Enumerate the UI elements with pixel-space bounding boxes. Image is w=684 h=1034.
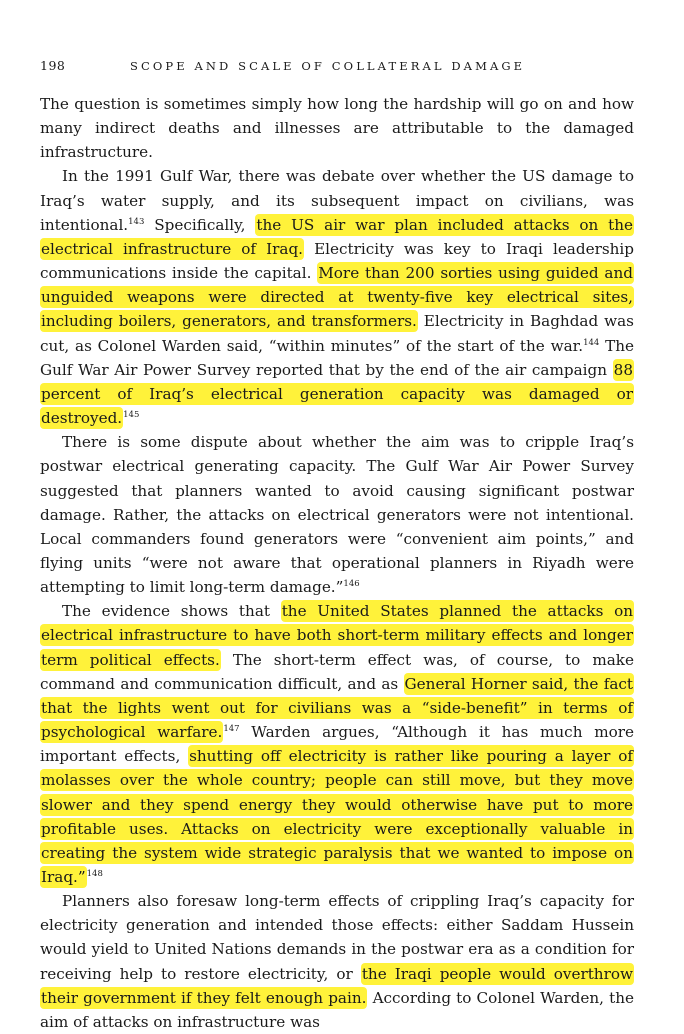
text-run: The short-term effect was, of course, to make command and communication difficult, and as [40,650,634,693]
paragraph [40,599,634,889]
footnote-marker: 146 [343,579,360,590]
book-page [40,58,634,1034]
text-run: The evidence shows that [62,602,281,621]
text-run: Warden argues, “Although it has much more important effects, [40,723,634,766]
text-run: In the 1991 Gulf War, there was debate over whether the US damage to Iraq’s water supply, and its subsequent impact on civilians, was intentional. [40,167,634,234]
text-run: There is some dispute about whether the aim was to cripple Iraq’s postwar electrical generating capacity. The Gulf War Air Power Survey suggested that planners wanted to avoid causing significant postwar damage. Rather, the attacks on electrical generators were not intentional. Local commanders found generators were “convenient aim points,” and flying units “were not aware that operational planners in Riyadh were attempting to limit long-term damage.” [40,433,634,597]
highlighted-text: shutting off electricity is rather like pouring a layer of molasses over the whole country; people can still move, but they move slower and they spend energy they would otherwise have put to more profitable uses. Attacks on electricity were exceptionally valuable in creating the system wide strategic paralysis that we wanted to impose on Iraq.” [41,747,633,886]
running-header [40,58,634,80]
body-text [40,92,634,1034]
text-run: Electricity in Baghdad was cut, as Colonel Warden said, “within minutes” of the start of the war. [40,312,634,355]
footnote-marker: 143 [128,216,145,227]
footnote-marker: 148 [86,869,103,879]
footnote-marker: 144 [583,337,600,348]
footnote-marker: 147 [223,724,240,735]
highlighted-text: the Iraqi people would overthrow their government if they felt enough pain. [41,964,633,1007]
text-run: Electricity was key to Iraqi leadership communications inside the capital. [40,239,634,283]
highlighted-text: the US air war plan included attacks on the electrical infrastructure of Iraq. [41,215,633,258]
paragraph [40,164,634,430]
paragraph [40,889,634,1034]
highlighted-text: 88 percent of Iraq’s electrical generation capacity was damaged or destroyed. [41,360,633,428]
highlighted-text: the United States planned the attacks on electrical infrastructure to have both short-term military effects and longer term political effects. [41,602,633,669]
text-run: The Gulf War Air Power Survey reported that by the end of the air campaign [40,336,634,379]
running-title: SCOPE AND SCALE OF COLLATERAL DAMAGE [130,59,526,73]
paragraph [40,92,634,164]
text-run: Planners also foresaw long-term effects of crippling Iraq’s capacity for electricity generation and intended those effects: either Saddam Hussein would yield to United Nations demands in the postwar era as a condition for receiving help to restore electricity, or [40,892,634,983]
paragraph [40,430,634,599]
text-run: Specifically, [144,215,256,234]
footnote-marker: 145 [123,410,140,421]
text-run: The question is sometimes simply how long the hardship will go on and how many indirect deaths and illnesses are attributable to the damaged infrastructure. [40,95,634,162]
highlighted-text: More than 200 sorties using guided and unguided weapons were directed at twenty-five key electrical sites, including boilers, generators, and transformers. [41,264,633,331]
text-run: According to Colonel Warden, the aim of attacks on infrastructure was [40,988,634,1031]
highlighted-text: General Horner said, the fact that the lights went out for civilians was a “side-benefit” in terms of psychological warfare. [41,674,633,742]
page-number: 198 [40,58,66,73]
